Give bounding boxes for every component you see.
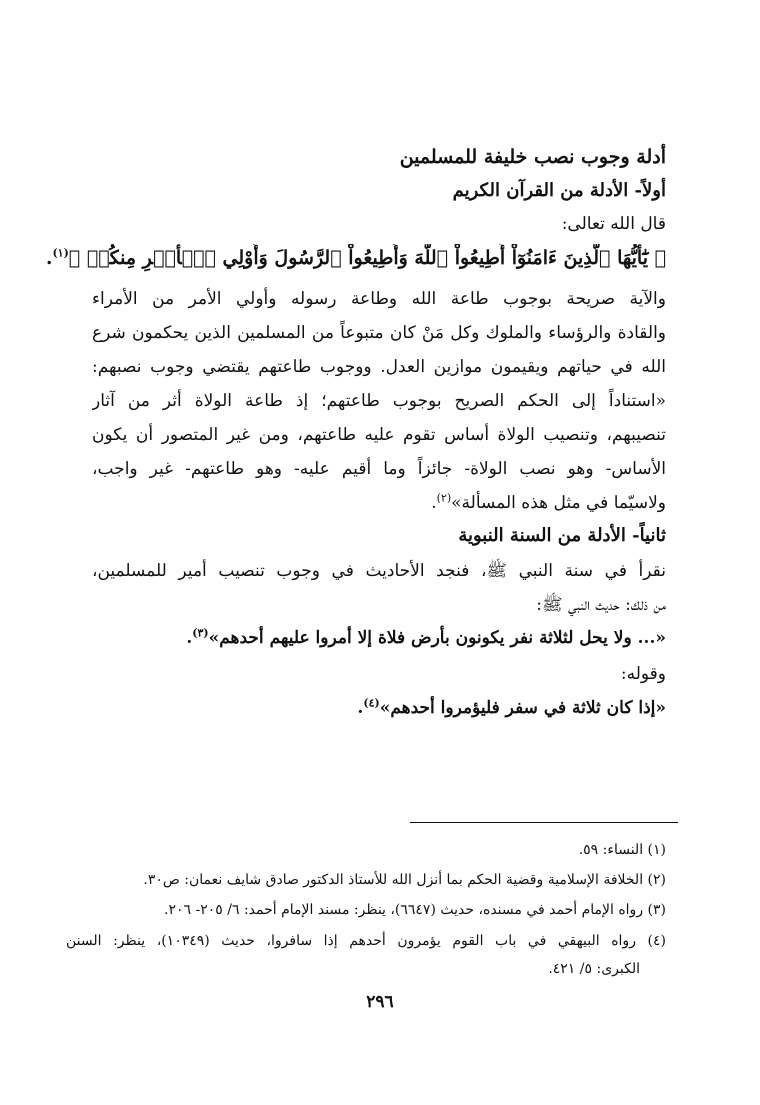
para1-line-7: ولاسيّما في مثل هذه المسألة»$^{(٢)}$. bbox=[431, 491, 666, 513]
para1-last-text: ولاسيّما في مثل هذه المسألة» bbox=[451, 493, 666, 513]
footnote-ref-2: (٢) bbox=[436, 491, 452, 505]
hadith-1-text: «... ولا يحل لثلاثة نفر يكونون بأرض فلاة إلا أمروا عليهم أحدهم» bbox=[208, 628, 666, 648]
para1-line-3: الله في حياتهم ويقيمون موازين العدل. ووجوب طاعتهم يقتضي وجوب نصبهم: bbox=[92, 357, 666, 377]
footnote-1: (١) النساء: ٥٩. bbox=[578, 842, 666, 858]
footnote-ref-1: (١) bbox=[52, 246, 69, 260]
para1-line-6: الأساس- وهو نصب الولاة- جائزاً وما أقيم عليه- وهو طاعتهم- غير واجب، bbox=[92, 459, 666, 479]
section-title-quran: أولاً- الأدلة من القرآن الكريم bbox=[452, 180, 666, 201]
quote-intro: قال الله تعالى: bbox=[561, 214, 666, 234]
para1-line-5: تنصيبهم، وتنصيب الولاة أساس تقوم عليه طاعتهم، ومن غير المتصور أن يكون bbox=[92, 425, 666, 445]
footnote-2: (٢) الخلافة الإسلامية وقضية الحكم بما أنزل الله للأستاذ الدكتور صادق شايف نعمان: ص٣٠. bbox=[143, 872, 666, 888]
footnote-3: (٣) رواه الإمام أحمد في مسنده، حديث (٦٦٤٧)، ينظر: مسند الإمام أحمد: ٦/ ٢٠٥- ٢٠٦. bbox=[164, 902, 666, 918]
footnote-ref-3: (٣) bbox=[192, 626, 209, 640]
footnote-4-continued: الكبرى: ٥/ ٤٢١. bbox=[548, 961, 640, 977]
verse-text: ﴿ يَٰٓأَيُّهَا ٱلَّذِينَ ءَامَنُوٓاْ أَطِيعُواْ ٱللَّهَ وَأَطِيعُواْ ٱلرَّسُولَ وَأُوْلِي ٱلۡأَمۡرِ مِنكُمۡ ﴾ bbox=[68, 247, 666, 269]
and-saying: وقوله: bbox=[620, 664, 666, 684]
para1-line-2: والقادة والرؤساء والملوك وكل مَنْ كان متبوعاً من المسلمين الذين يحكمون شرع bbox=[92, 323, 666, 343]
section-title-sunnah: ثانياً- الأدلة من السنة النبوية bbox=[458, 525, 666, 546]
hadith-2: «إذا كان ثلاثة في سفر فليؤمروا أحدهم»$^{(٤)}$. bbox=[357, 696, 666, 718]
para2-line-2: من ذلك: حديث النبي ﷺ: bbox=[536, 595, 666, 615]
quran-verse: ﴿ يَٰٓأَيُّهَا ٱلَّذِينَ ءَامَنُوٓاْ أَطِيعُواْ ٱللَّهَ وَأَطِيعُواْ ٱلرَّسُولَ وَأُوْلِي ٱلۡأَمۡرِ مِنكُمۡ ﴾$^{(١)}$. bbox=[45, 246, 666, 269]
hadith-1: «... ولا يحل لثلاثة نفر يكونون بأرض فلاة إلا أمروا عليهم أحدهم»$^{(٣)}$. bbox=[186, 626, 666, 648]
para1-line-1: والآية صريحة بوجوب طاعة الله وطاعة رسوله وأولي الأمر من الأمراء bbox=[92, 289, 666, 309]
para2-line-1: نقرأ في سنة النبي ﷺ، فنجد الأحاديث في وجوب تنصيب أمير للمسلمين، bbox=[92, 561, 666, 581]
footnote-ref-4: (٤) bbox=[363, 696, 380, 710]
footnote-divider bbox=[410, 822, 678, 823]
page-number: ٢٩٦ bbox=[366, 992, 394, 1012]
footnote-4: (٤) رواه البيهقي في باب القوم يؤمرون أحدهم إذا سافروا، حديث (١٠٣٤٩)، ينظر: السنن bbox=[66, 933, 666, 949]
para1-line-4: «استناداً إلى الحكم الصريح بوجوب طاعتهم؛ إذ طاعة الولاة أثر من آثار bbox=[92, 391, 666, 411]
hadith-2-text: «إذا كان ثلاثة في سفر فليؤمروا أحدهم» bbox=[379, 698, 666, 718]
page-heading: أدلة وجوب نصب خليفة للمسلمين bbox=[399, 146, 666, 168]
